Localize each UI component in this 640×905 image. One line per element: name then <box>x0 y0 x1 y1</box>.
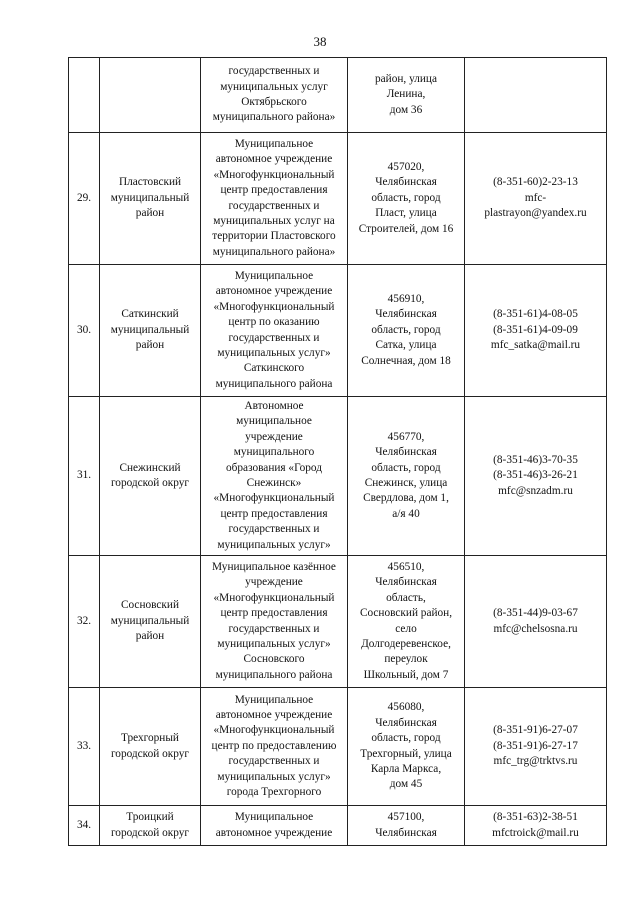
row-number-cell: 29. <box>69 133 100 265</box>
organization-name-line: муниципальных услуг» <box>217 538 331 551</box>
organization-name-line: Муниципальное <box>234 811 314 824</box>
organization-name-line: «Многофункциональный <box>213 724 335 737</box>
organization-name-line: Автономное <box>244 400 304 412</box>
address-cell <box>348 133 465 265</box>
table-row <box>69 133 607 265</box>
organization-name-line: образования «Город <box>226 461 322 474</box>
address-cell <box>348 556 465 688</box>
address-line: а/я 40 <box>392 507 420 520</box>
address-line: дом 36 <box>389 103 423 116</box>
address-line: Ленина, <box>386 88 426 101</box>
organization-name-line: государственных и <box>228 199 320 212</box>
district-name-line: городской округ <box>110 477 190 490</box>
contacts-line: mfc- <box>524 191 547 204</box>
organization-name-line: государственных и <box>228 523 320 536</box>
contacts-line: mfc@chelsosna.ru <box>493 622 578 635</box>
organization-name-cell <box>201 133 348 265</box>
address-line: 456910, <box>387 292 425 305</box>
address-line: район, улица <box>375 72 437 85</box>
organization-name-cell <box>201 806 348 846</box>
contacts-line: plastrayon@yandex.ru <box>484 207 587 220</box>
address-line: Трехгорный, улица <box>360 747 452 760</box>
organization-name-line: города Трехгорного <box>226 786 322 799</box>
address-line: 457100, <box>387 811 425 824</box>
organization-name-line: «Многофункциональный <box>213 492 335 505</box>
table-row <box>69 58 607 133</box>
address-line: село <box>395 622 417 635</box>
district-name-line: район <box>135 339 165 352</box>
address-line: Свердлова, дом 1, <box>363 492 449 505</box>
district-name-line: городской округ <box>110 747 190 760</box>
row-number-cell: 31. <box>69 397 100 556</box>
organization-name-line: государственных и <box>228 622 320 635</box>
address-line: Строителей, дом 16 <box>358 222 454 235</box>
row-number-cell: 30. <box>69 265 100 397</box>
district-name-cell <box>100 58 201 133</box>
district-name-line: муниципальный <box>110 614 190 627</box>
organization-name-line: государственных и <box>228 331 320 344</box>
organization-name-line: центр предоставления <box>220 184 328 197</box>
address-line: Челябинская <box>375 446 437 459</box>
address-line: область, город <box>371 461 441 474</box>
row-number-cell: 32. <box>69 556 100 688</box>
contacts-cell <box>465 556 607 688</box>
district-name-line: район <box>135 630 165 643</box>
organization-name-cell <box>201 265 348 397</box>
district-name-line: Саткинский <box>121 308 179 321</box>
address-cell <box>348 265 465 397</box>
contacts-line: mfctroick@mail.ru <box>492 826 579 839</box>
district-name-cell <box>100 556 201 688</box>
contacts-line: mfc_satka@mail.ru <box>490 339 581 352</box>
organization-name-line: муниципальных услуг» <box>217 346 331 359</box>
organization-name-line: Сосновского <box>243 653 305 666</box>
services-table-body <box>69 58 607 846</box>
organization-name-line: государственных и <box>228 65 320 78</box>
organization-name-line: центр предоставления <box>220 607 328 620</box>
district-name-line: городской округ <box>110 826 190 839</box>
address-line: 456770, <box>387 430 425 443</box>
district-name-line: Снежинский <box>119 461 181 474</box>
address-line: 457020, <box>387 160 425 173</box>
organization-name-line: Муниципальное казённое <box>212 560 336 573</box>
organization-name-line: муниципальных услуг» <box>217 637 331 650</box>
organization-name-line: центр предоставления <box>220 507 328 520</box>
address-line: 456510, <box>387 560 425 573</box>
organization-name-line: «Многофункциональный <box>213 300 335 313</box>
address-line: Сосновский район, <box>359 607 453 620</box>
organization-name-line: учреждение <box>245 430 303 443</box>
table-row <box>69 397 607 556</box>
organization-name-line: муниципальных услуг <box>220 80 328 93</box>
address-line: Челябинская <box>375 716 437 729</box>
organization-name-line: государственных и <box>228 755 320 768</box>
address-line: Пласт, улица <box>375 207 437 220</box>
address-line: Снежинск, улица <box>364 477 448 490</box>
organization-name-line: «Многофункциональный <box>213 168 335 181</box>
organization-name-line: автономное учреждение <box>215 826 333 839</box>
district-name-cell <box>100 806 201 846</box>
district-name-cell <box>100 265 201 397</box>
organization-name-line: территории Пластовского <box>212 230 336 243</box>
organization-name-line: Саткинского <box>243 362 305 375</box>
address-line: область, город <box>371 191 441 204</box>
contacts-line: (8-351-44)9-03-67 <box>493 607 578 620</box>
organization-name-line: муниципального района» <box>212 245 336 258</box>
table-row <box>69 556 607 688</box>
district-name-line: Пластовский <box>118 176 182 189</box>
row-number-cell: 34. <box>69 806 100 846</box>
organization-name-line: Муниципальное <box>234 269 314 282</box>
table-row <box>69 688 607 806</box>
organization-name-line: муниципальных услуг» <box>217 770 331 783</box>
address-line: Сатка, улица <box>375 339 437 352</box>
organization-name-line: муниципального района» <box>212 111 336 124</box>
organization-name-line: центр по предоставлению <box>211 739 337 752</box>
services-table <box>68 57 607 846</box>
address-line: переулок <box>384 653 428 666</box>
address-line: дом 45 <box>389 778 423 791</box>
district-name-line: Троицкий <box>126 811 174 824</box>
district-name-line: Сосновский <box>120 599 180 612</box>
organization-name-line: муниципальное <box>236 415 312 428</box>
address-line: Челябинская <box>375 576 437 589</box>
contacts-line: mfc_trg@trktvs.ru <box>493 755 578 768</box>
contacts-line: (8-351-91)6-27-17 <box>493 739 578 752</box>
organization-name-line: центр по оказанию <box>228 316 320 329</box>
organization-name-cell <box>201 397 348 556</box>
contacts-line: mfc@snzadm.ru <box>498 484 573 497</box>
organization-name-line: Снежинск» <box>246 477 302 490</box>
organization-name-line: муниципального района <box>215 377 333 390</box>
district-name-cell <box>100 397 201 556</box>
organization-name-line: муниципального <box>233 446 315 459</box>
contacts-cell <box>465 688 607 806</box>
contacts-line: (8-351-61)4-09-09 <box>493 323 578 336</box>
address-line: Челябинская <box>375 826 437 839</box>
contacts-line: (8-351-91)6-27-07 <box>493 724 578 737</box>
organization-name-line: автономное учреждение <box>215 709 333 722</box>
organization-name-line: муниципального района <box>215 668 333 681</box>
address-cell <box>348 58 465 133</box>
organization-name-line: учреждение <box>245 576 303 589</box>
district-name-line: муниципальный <box>110 323 190 336</box>
address-cell <box>348 806 465 846</box>
organization-name-line: муниципальных услуг на <box>213 214 335 227</box>
address-line: Долгодеревенское, <box>361 637 451 650</box>
row-number-cell: 33. <box>69 688 100 806</box>
table-row <box>69 806 607 846</box>
organization-name-line: автономное учреждение <box>215 285 333 298</box>
address-line: область, город <box>371 732 441 745</box>
contacts-cell <box>465 133 607 265</box>
organization-name-cell <box>201 688 348 806</box>
contacts-line: (8-351-61)4-08-05 <box>493 308 578 321</box>
contacts-cell <box>465 58 607 133</box>
address-line: Школьный, дом 7 <box>363 668 449 681</box>
contacts-line: (8-351-46)3-26-21 <box>493 469 578 482</box>
contacts-line: (8-351-60)2-23-13 <box>493 176 578 189</box>
address-line: Солнечная, дом 18 <box>361 354 451 367</box>
organization-name-cell <box>201 556 348 688</box>
row-number-cell <box>69 58 100 133</box>
organization-name-line: Муниципальное <box>234 137 314 150</box>
district-name-cell <box>100 688 201 806</box>
organization-name-cell <box>201 58 348 133</box>
contacts-line: (8-351-46)3-70-35 <box>493 453 578 466</box>
address-cell <box>348 397 465 556</box>
district-name-line: район <box>135 207 165 220</box>
address-line: Челябинская <box>375 308 437 321</box>
contacts-cell <box>465 397 607 556</box>
contacts-cell <box>465 265 607 397</box>
address-line: область, <box>386 591 426 604</box>
contacts-line: (8-351-63)2-38-51 <box>493 811 578 824</box>
address-line: область, город <box>371 323 441 336</box>
organization-name-line: «Многофункциональный <box>213 591 335 604</box>
organization-name-line: Октябрьского <box>241 96 307 108</box>
address-line: Карла Маркса, <box>370 762 442 775</box>
district-name-line: муниципальный <box>110 191 190 204</box>
organization-name-line: автономное учреждение <box>215 153 333 166</box>
address-line: 456080, <box>387 701 425 714</box>
district-name-line: Трехгорный <box>121 732 179 745</box>
organization-name-line: Муниципальное <box>234 693 314 706</box>
address-cell <box>348 688 465 806</box>
address-line: Челябинская <box>375 176 437 189</box>
table-row <box>69 265 607 397</box>
contacts-cell <box>465 806 607 846</box>
district-name-cell <box>100 133 201 265</box>
page-number: 38 <box>313 34 327 49</box>
